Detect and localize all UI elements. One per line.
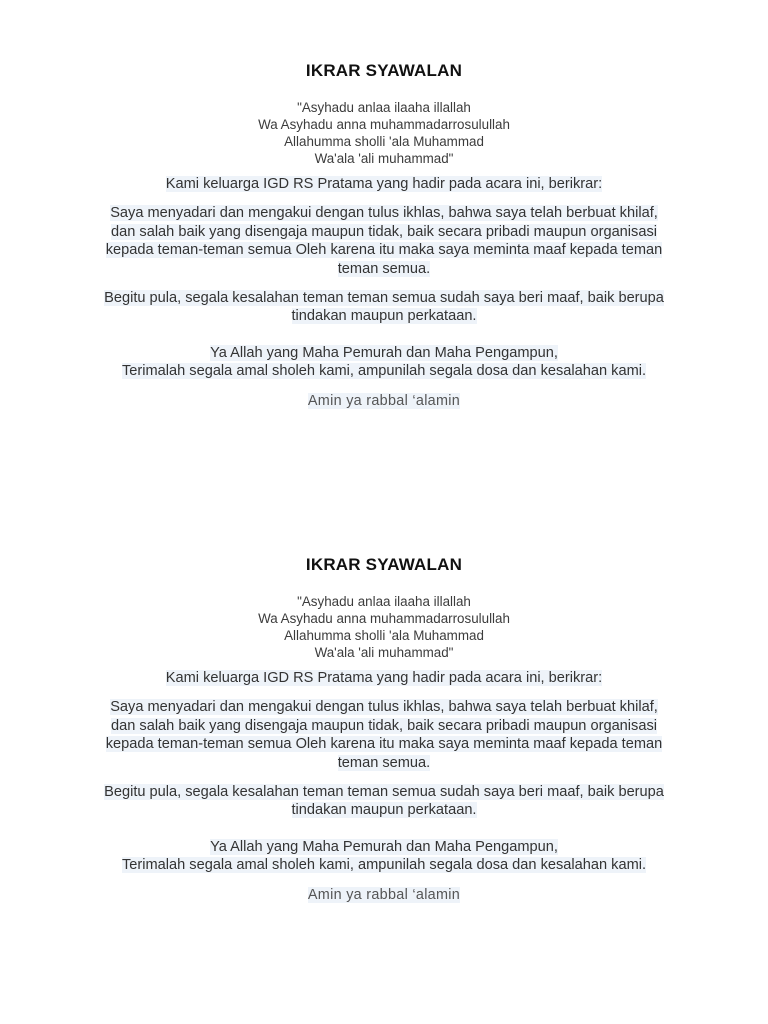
document-title: IKRAR SYAWALAN [305, 555, 463, 574]
closing-text: Amin ya rabbal ‘alamin [307, 886, 461, 903]
prayer-line: Terimalah segala amal sholeh kami, ampunilah segala dosa dan kesalahan kami. [121, 363, 647, 380]
apology-line: dan salah baik yang disengaja maupun tidak, baik secara pribadi maupun organisasi [111, 717, 657, 734]
syahadat-line: Wa'ala 'ali muhammad" [314, 645, 454, 660]
closing-text: Amin ya rabbal ‘alamin [307, 392, 461, 409]
apology-line: Saya menyadari dan mengakui dengan tulus ikhlas, bahwa saya telah berbuat khilaf, [110, 699, 658, 716]
intro-text: Kami keluarga IGD RS Pratama yang hadir pada acara ini, berikrar: [165, 670, 603, 686]
document-title: IKRAR SYAWALAN [305, 61, 463, 80]
prayer-line: Ya Allah yang Maha Pemurah dan Maha Pengampun, [210, 344, 558, 361]
apology-line: teman semua. [337, 260, 431, 277]
apology-line: dan salah baik yang disengaja maupun tidak, baik secara pribadi maupun organisasi [111, 223, 657, 240]
apology-paragraph [0, 204, 768, 278]
syahadat-line: Wa Asyhadu anna muhammadarrosulullah [258, 611, 510, 626]
apology-paragraph [0, 698, 768, 772]
prayer-paragraph [0, 838, 768, 875]
forgiveness-line: Begitu pula, segala kesalahan teman teman semua sudah saya beri maaf, baik berupa [104, 784, 664, 801]
intro-text: Kami keluarga IGD RS Pratama yang hadir pada acara ini, berikrar: [165, 176, 603, 192]
syahadat-line: Wa Asyhadu anna muhammadarrosulullah [258, 117, 510, 132]
forgiveness-paragraph [0, 289, 768, 326]
syahadat-line: Allahumma sholli 'ala Muhammad [284, 134, 484, 149]
prayer-line: Terimalah segala amal sholeh kami, ampunilah segala dosa dan kesalahan kami. [121, 857, 647, 874]
syahadat-block [0, 99, 768, 167]
closing-amin [0, 886, 768, 904]
forgiveness-line: Begitu pula, segala kesalahan teman teman semua sudah saya beri maaf, baik berupa [104, 290, 664, 307]
closing-amin [0, 392, 768, 410]
syahadat-line: "Asyhadu anlaa ilaaha illallah [297, 100, 471, 115]
forgiveness-line: tindakan maupun perkataan. [291, 802, 477, 819]
apology-line: kepada teman-teman semua Oleh karena itu maka saya meminta maaf kepada teman [105, 736, 663, 753]
intro-paragraph [0, 669, 768, 687]
apology-line: teman semua. [337, 754, 431, 771]
forgiveness-paragraph [0, 783, 768, 820]
forgiveness-line: tindakan maupun perkataan. [291, 308, 477, 325]
syahadat-block [0, 593, 768, 661]
syahadat-line: "Asyhadu anlaa ilaaha illallah [297, 594, 471, 609]
intro-paragraph [0, 175, 768, 193]
apology-line: kepada teman-teman semua Oleh karena itu maka saya meminta maaf kepada teman [105, 242, 663, 259]
syahadat-line: Allahumma sholli 'ala Muhammad [284, 628, 484, 643]
ikrar-section-bottom [0, 554, 768, 904]
prayer-line: Ya Allah yang Maha Pemurah dan Maha Pengampun, [210, 838, 558, 855]
ikrar-section-top [0, 60, 768, 410]
syahadat-line: Wa'ala 'ali muhammad" [314, 151, 454, 166]
prayer-paragraph [0, 344, 768, 381]
apology-line: Saya menyadari dan mengakui dengan tulus ikhlas, bahwa saya telah berbuat khilaf, [110, 205, 658, 222]
